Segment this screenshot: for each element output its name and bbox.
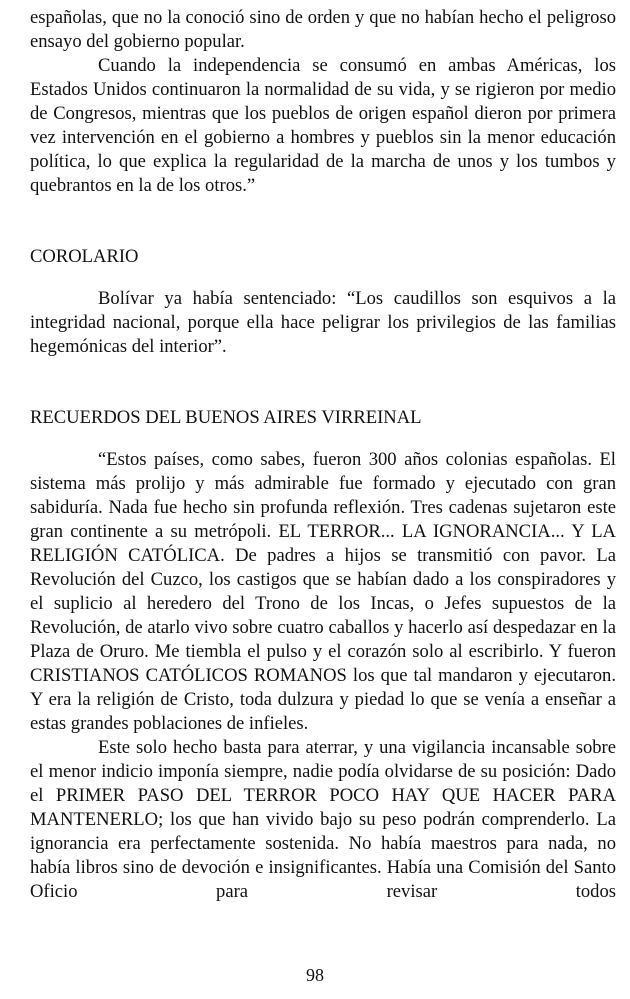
text-line: CATÓLICOS ROMANOS los que tal mandaron y ejecutaron. Y era la: [30, 665, 616, 710]
paragraph-1: [30, 6, 616, 54]
text-line: IGNORANCIA... Y LA RELIGIÓN CATÓLICA. De padres a hijos: [30, 521, 616, 566]
text-line: insignificantes. Había una Comisión del Santo Oficio para revisar todos: [30, 857, 616, 902]
paragraph-3: [30, 287, 616, 359]
text-line: habían dado a los conspiradores y el suplicio al heredero del Trono de: [30, 569, 616, 614]
text-line: había maestros para nada, no había libros sino de devoción e: [30, 833, 617, 878]
text-line: sujetaron este gran continente a su metrópoli. EL TERROR... LA: [30, 497, 616, 542]
text-line: tiembla el pulso y el corazón solo al escribirlo. Y fueron CRISTIANOS: [30, 641, 616, 686]
paragraph-4: [30, 448, 616, 736]
text-line: integridad nacional, porque ella hace peligrar los privilegios de las: [30, 312, 549, 333]
text-line: cuatro caballos y hacerlo así despedazar en la Plaza de Oruro. Me: [30, 617, 616, 662]
text-line: peligroso ensayo del gobierno popular.: [30, 7, 617, 52]
page-body: [30, 6, 616, 904]
text-line: por primera vez intervención en el gobierno a hombres y pueblos sin la: [30, 103, 617, 148]
text-line: gran sabiduría. Nada fue hecho sin profunda reflexión. Tres cadenas: [30, 473, 616, 518]
text-line: sobre el menor indicio imponía siempre, nadie podía olvidarse de su: [30, 737, 616, 782]
text-line: unos y los tumbos y quebrantos en la de los otros.”: [30, 151, 616, 196]
paragraph-5: [30, 736, 616, 904]
text-line: posición: Dado el PRIMER PASO DEL TERROR POCO HAY QUE: [30, 761, 616, 806]
text-line: menor educación política, lo que explica la regularidad de la marcha de: [30, 127, 617, 172]
text-line: HACER PARA MANTENERLO; los que han vivido bajo su peso: [30, 785, 616, 830]
section-heading-corolario: COROLARIO: [30, 246, 139, 267]
text-line: “Estos países, como sabes, fueron 300 años colonias españolas.: [98, 449, 592, 470]
text-line: medio de Congresos, mientras que los pueblos de origen español dieron: [30, 79, 616, 124]
text-line: religión de Cristo, toda dulzura y piedad lo que se venía a enseñar a: [96, 689, 616, 710]
text-line: familias hegemónicas del interior”.: [30, 312, 617, 357]
page-number: 98: [306, 965, 324, 985]
text-line: estas grandes poblaciones de infieles.: [30, 713, 309, 734]
text-line: Estados Unidos continuaron la normalidad de su vida, y se rigieron por: [30, 79, 565, 100]
text-line: españolas, que no la conoció sino de orden y que no habían hecho el: [30, 7, 542, 28]
text-line: los Incas, o Jefes supuestos de la Revolución, de atarlo vivo sobre: [30, 593, 617, 638]
paragraph-2: [30, 54, 616, 198]
text-line: Este solo hecho basta para aterrar, y una vigilancia incansable: [98, 737, 570, 758]
text-line: Cuando la independencia se consumó en ambas Américas, los: [98, 55, 616, 76]
text-line: se transmitió con pavor. La Revolución del Cuzco, los castigos que se: [30, 545, 616, 590]
text-line: Bolívar ya había sentenciado: “Los caudillos son esquivos a la: [98, 288, 616, 309]
section-heading-recuerdos: RECUERDOS DEL BUENOS AIRES VIRREINAL: [30, 407, 422, 428]
text-line: podrán comprenderlo. La ignorancia era perfectamente sostenida. No: [30, 809, 616, 854]
text-line: El sistema más prolijo y más admirable fue formado y ejecutado con: [30, 449, 616, 494]
